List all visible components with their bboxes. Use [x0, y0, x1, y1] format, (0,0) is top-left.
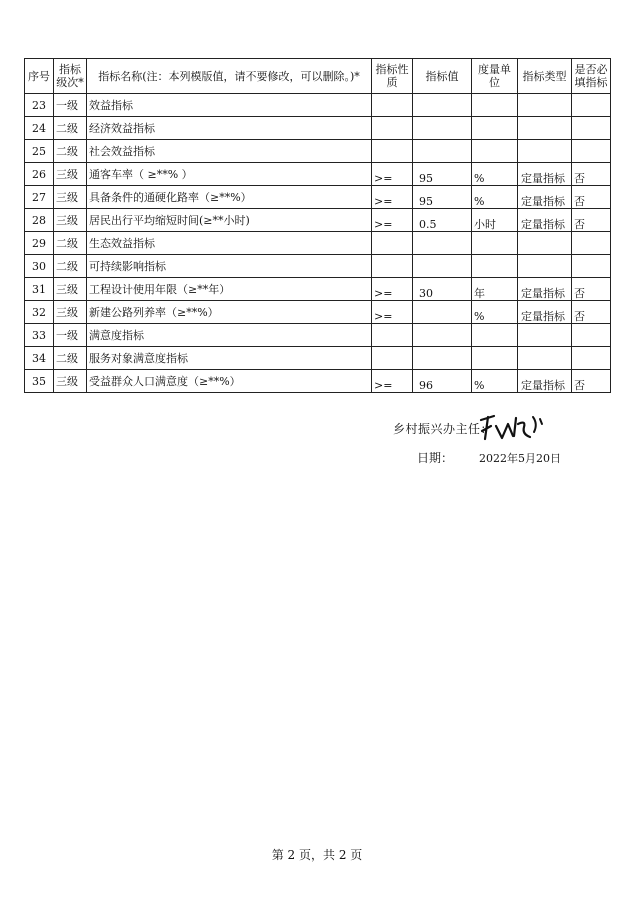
table-row: [25, 278, 611, 301]
row-required: 否: [572, 186, 611, 209]
row-property: >=: [372, 209, 413, 232]
row-indicator-name: 经济效益指标: [87, 117, 372, 140]
row-number: 34: [25, 347, 54, 370]
row-level: 二级: [54, 117, 87, 140]
row-value: 30: [413, 278, 472, 301]
row-value: [413, 140, 472, 163]
table-row: [25, 324, 611, 347]
header-no: 序号: [25, 59, 54, 94]
row-number: 28: [25, 209, 54, 232]
row-type: 定量指标: [518, 301, 572, 324]
row-value: [413, 301, 472, 324]
row-indicator-name: 可持续影响指标: [87, 255, 372, 278]
row-level: 三级: [54, 301, 87, 324]
row-level: 二级: [54, 347, 87, 370]
row-number: 27: [25, 186, 54, 209]
row-unit: [472, 232, 518, 255]
row-value: 0.5: [413, 209, 472, 232]
row-level: 一级: [54, 94, 87, 117]
row-unit: [472, 140, 518, 163]
row-indicator-name: 工程设计使用年限（≥**年）: [87, 278, 372, 301]
row-required: [572, 324, 611, 347]
row-required: [572, 232, 611, 255]
table-row: [25, 140, 611, 163]
row-property: [372, 324, 413, 347]
header-type: 指标类型: [518, 59, 572, 94]
row-type: 定量指标: [518, 209, 572, 232]
row-unit: %: [472, 301, 518, 324]
row-value: [413, 94, 472, 117]
row-unit: [472, 255, 518, 278]
row-indicator-name: 效益指标: [87, 94, 372, 117]
row-number: 29: [25, 232, 54, 255]
table-row: [25, 163, 611, 186]
row-value: 95: [413, 163, 472, 186]
row-required: 否: [572, 301, 611, 324]
row-indicator-name: 居民出行平均缩短时间(≥**小时): [87, 209, 372, 232]
row-required: 否: [572, 278, 611, 301]
header-required: 是否必填指标: [572, 59, 611, 94]
row-property: >=: [372, 370, 413, 393]
row-number: 35: [25, 370, 54, 393]
row-level: 一级: [54, 324, 87, 347]
row-type: [518, 140, 572, 163]
row-number: 23: [25, 94, 54, 117]
row-property: >=: [372, 163, 413, 186]
row-property: [372, 255, 413, 278]
row-number: 30: [25, 255, 54, 278]
table-row: [25, 301, 611, 324]
row-unit: [472, 347, 518, 370]
row-indicator-name: 满意度指标: [87, 324, 372, 347]
row-required: 否: [572, 163, 611, 186]
row-property: [372, 140, 413, 163]
header-level: 指标级次*: [54, 59, 87, 94]
row-number: 26: [25, 163, 54, 186]
row-type: 定量指标: [518, 278, 572, 301]
row-type: [518, 117, 572, 140]
row-required: 否: [572, 209, 611, 232]
row-value: [413, 347, 472, 370]
row-required: [572, 255, 611, 278]
header-value: 指标值: [413, 59, 472, 94]
row-level: 二级: [54, 255, 87, 278]
row-level: 三级: [54, 163, 87, 186]
row-indicator-name: 通客车率（ ≥**% ）: [87, 163, 372, 186]
row-unit: %: [472, 186, 518, 209]
row-level: 三级: [54, 186, 87, 209]
row-type: [518, 255, 572, 278]
row-indicator-name: 服务对象满意度指标: [87, 347, 372, 370]
table-row: [25, 347, 611, 370]
row-value: 96: [413, 370, 472, 393]
director-signature-label: 乡村振兴办主任：: [393, 422, 494, 436]
row-level: 三级: [54, 370, 87, 393]
page-footer: 第 2 页，共 2 页: [271, 848, 363, 862]
table-row: [25, 209, 611, 232]
table-header-row: [25, 59, 611, 94]
row-required: [572, 117, 611, 140]
row-unit: [472, 94, 518, 117]
row-indicator-name: 社会效益指标: [87, 140, 372, 163]
row-required: 否: [572, 370, 611, 393]
row-type: 定量指标: [518, 163, 572, 186]
table-row: [25, 255, 611, 278]
row-number: 31: [25, 278, 54, 301]
row-indicator-name: 生态效益指标: [87, 232, 372, 255]
row-property: [372, 117, 413, 140]
header-unit: 度量单位: [472, 59, 518, 94]
row-property: >=: [372, 186, 413, 209]
table-row: [25, 370, 611, 393]
row-value: 95: [413, 186, 472, 209]
row-level: 三级: [54, 209, 87, 232]
row-value: [413, 117, 472, 140]
date-label: 日期：: [417, 451, 454, 465]
row-property: [372, 347, 413, 370]
row-required: [572, 94, 611, 117]
row-property: >=: [372, 278, 413, 301]
row-type: [518, 232, 572, 255]
row-indicator-name: 新建公路列养率（≥**%）: [87, 301, 372, 324]
date-value: 2022年5月20日: [479, 452, 562, 465]
row-level: 二级: [54, 140, 87, 163]
row-unit: %: [472, 370, 518, 393]
indicator-table: [24, 58, 611, 393]
row-type: 定量指标: [518, 186, 572, 209]
row-property: [372, 94, 413, 117]
row-required: [572, 140, 611, 163]
row-unit: %: [472, 163, 518, 186]
table-row: [25, 94, 611, 117]
table-row: [25, 186, 611, 209]
row-property: [372, 232, 413, 255]
row-type: [518, 324, 572, 347]
row-number: 32: [25, 301, 54, 324]
row-indicator-name: 受益群众人口满意度（≥**%）: [87, 370, 372, 393]
table-row: [25, 117, 611, 140]
row-number: 24: [25, 117, 54, 140]
row-type: [518, 94, 572, 117]
date-line: [417, 449, 561, 466]
row-unit: 年: [472, 278, 518, 301]
row-value: [413, 255, 472, 278]
table-row: [25, 232, 611, 255]
row-value: [413, 324, 472, 347]
row-type: 定量指标: [518, 370, 572, 393]
row-number: 25: [25, 140, 54, 163]
header-property: 指标性质: [372, 59, 413, 94]
row-level: 三级: [54, 278, 87, 301]
row-number: 33: [25, 324, 54, 347]
row-type: [518, 347, 572, 370]
header-name: 指标名称(注：本列模版值，请不要修改，可以删除。)*: [87, 59, 372, 94]
row-unit: [472, 117, 518, 140]
row-indicator-name: 具备条件的通硬化路率（≥**%）: [87, 186, 372, 209]
row-required: [572, 347, 611, 370]
row-property: >=: [372, 301, 413, 324]
row-unit: [472, 324, 518, 347]
handwritten-signature: [478, 412, 550, 442]
row-level: 二级: [54, 232, 87, 255]
row-value: [413, 232, 472, 255]
row-unit: 小时: [472, 209, 518, 232]
